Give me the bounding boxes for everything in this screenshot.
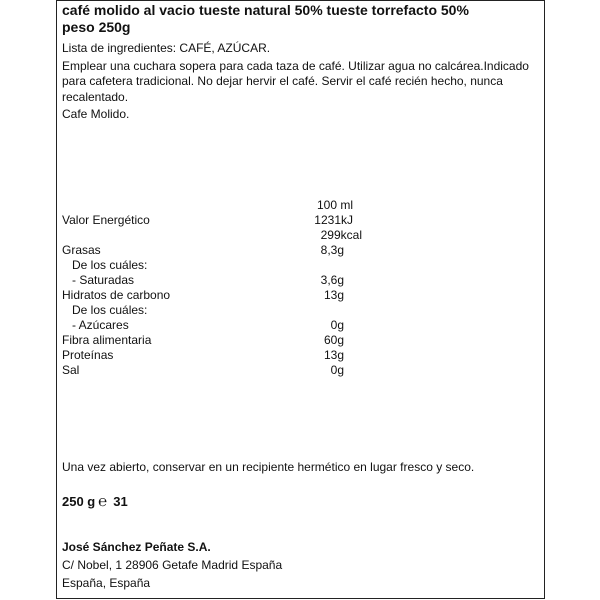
nutrition-per-header: 100 ml: [316, 198, 353, 212]
frame-top-border: [56, 0, 544, 1]
net-quantity: [62, 494, 128, 510]
nutrition-label-energy: Valor Energético: [62, 213, 150, 227]
nutrition-value-carbohydrates: 13g: [323, 288, 344, 302]
nutrition-label-of-which-2: De los cuáles:: [72, 303, 148, 317]
manufacturer-name: José Sánchez Peñate S.A.: [62, 540, 211, 554]
nutrition-value-energy-kj: 1231kJ: [314, 213, 353, 227]
nutrition-value-fibre: 60g: [323, 333, 344, 347]
ingredients-list: Lista de ingredientes: CAFÉ, AZÚCAR.: [62, 41, 271, 55]
manufacturer-address: C/ Nobel, 1 28906 Getafe Madrid España: [62, 558, 283, 572]
usage-instructions: Emplear una cuchara sopera para cada taza de café. Utilizar agua no calcárea.Indicado para cafetera tradicional. No dejar hervir el café. Servir el café recién hecho, nunca recalentado.: [62, 59, 529, 104]
nutrition-label-sugars: - Azúcares: [72, 318, 129, 332]
frame-left-border: [56, 0, 57, 599]
nutrition-label-protein: Proteínas: [62, 348, 114, 362]
nutrition-value-fat: 8,3g: [320, 243, 344, 257]
nutrition-label-fat: Grasas: [62, 243, 101, 257]
manufacturer-country: España, España: [62, 576, 151, 590]
nutrition-value-protein: 13g: [323, 348, 344, 362]
nutrition-value-salt: 0g: [330, 363, 344, 377]
net-weight: 250 g: [62, 494, 96, 509]
product-denomination: Cafe Molido.: [62, 107, 130, 121]
nutrition-label-carbohydrates: Hidratos de carbono: [62, 288, 171, 302]
estimated-sign-icon: ℮: [98, 493, 108, 510]
nutrition-value-energy-kcal: 299kcal: [320, 228, 362, 242]
storage-instructions: Una vez abierto, conservar en un recipiente hermético en lugar fresco y seco.: [62, 460, 475, 474]
nutrition-label-fibre: Fibra alimentaria: [62, 333, 152, 347]
product-title-line2: peso 250g: [62, 19, 131, 35]
nutrition-label-saturates: - Saturadas: [72, 273, 135, 287]
nutrition-value-saturates: 3,6g: [320, 273, 344, 287]
frame-bottom-border: [56, 598, 544, 599]
frame-right-border: [544, 0, 545, 599]
nutrition-label-of-which-1: De los cuáles:: [72, 258, 148, 272]
nutrition-value-sugars: 0g: [330, 318, 344, 332]
product-title-line1: café molido al vacio tueste natural 50% tueste torrefacto 50%: [62, 2, 469, 18]
net-number: 31: [113, 494, 128, 509]
nutrition-label-salt: Sal: [62, 363, 80, 377]
